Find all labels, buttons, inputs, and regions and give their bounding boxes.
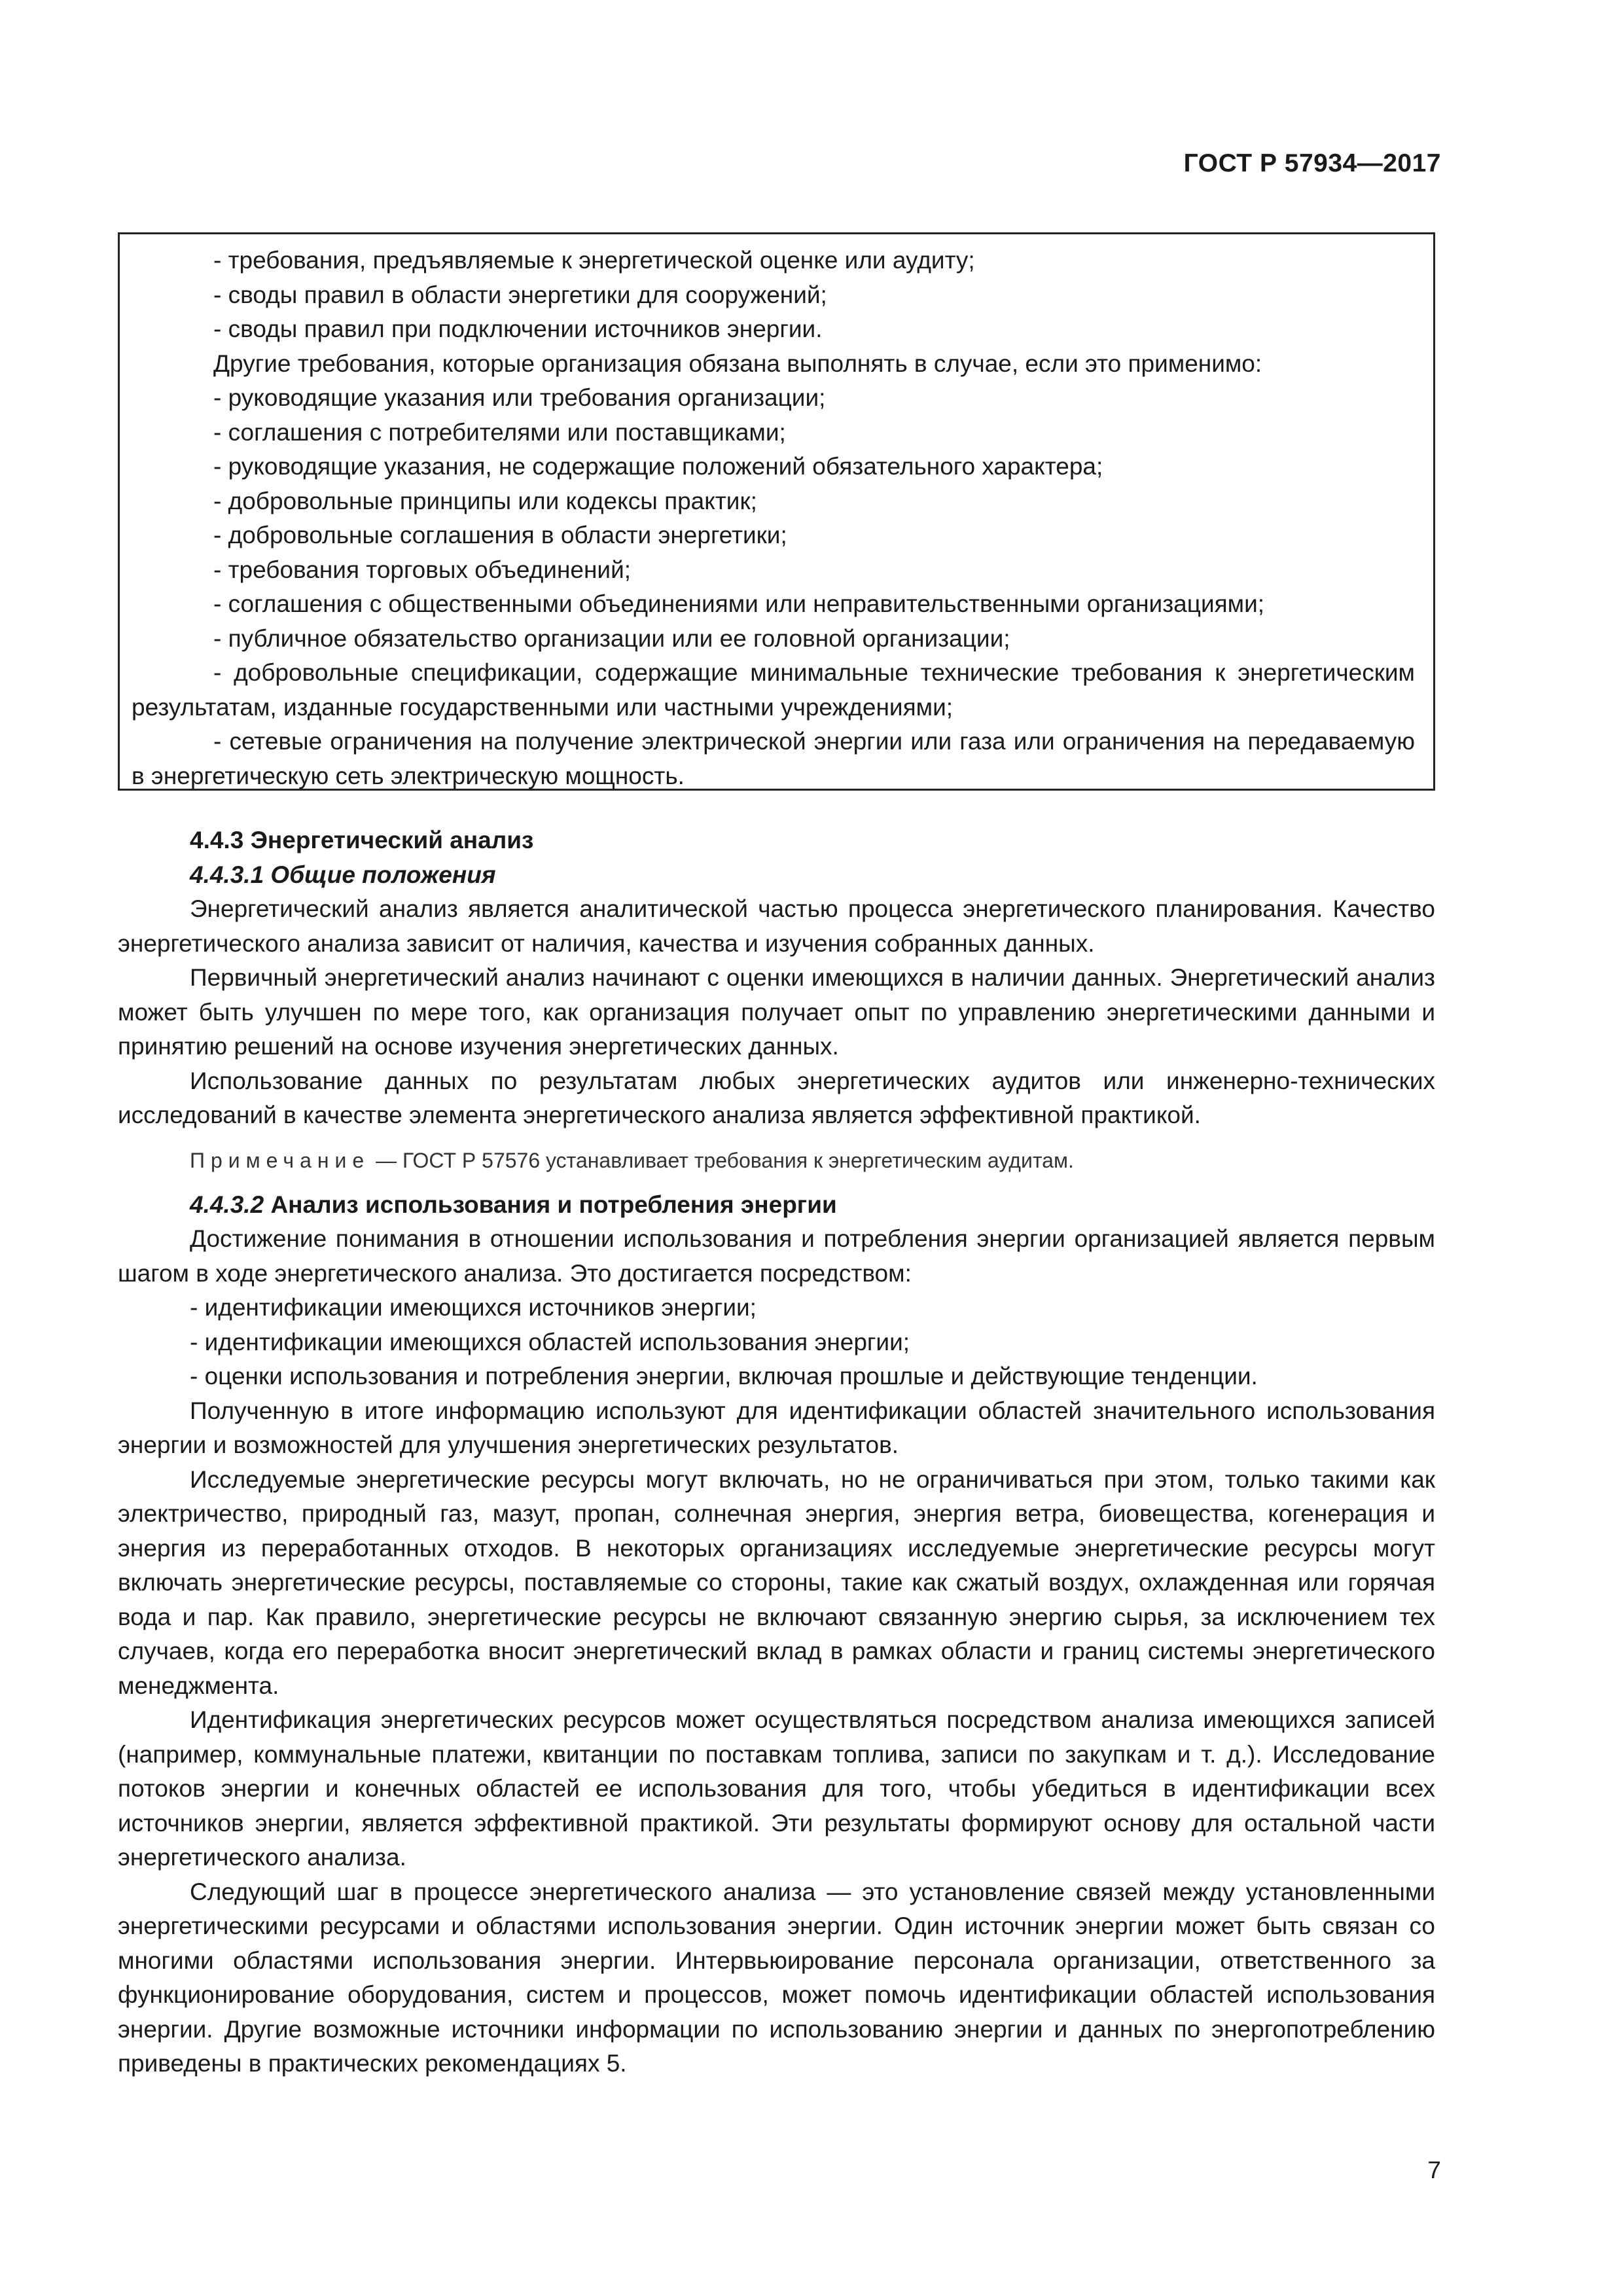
box-line: - добровольные соглашения в области энергетики; <box>213 522 787 548</box>
paragraph: Достижение понимания в отношении использования и потребления энергии организацией является первым шагом в ходе энергетического анализа. Это достигается посредством: <box>118 1225 1435 1287</box>
section-number: 4.4.3.2 <box>190 1191 264 1218</box>
box-line: - требования торговых объединений; <box>213 556 632 583</box>
box-line: - соглашения с общественными объединениями или неправительственными организациями; <box>213 590 1265 617</box>
section-heading-4432 <box>118 1188 1435 1223</box>
box-line: - своды правил в области энергетики для сооружений; <box>213 281 827 308</box>
section-heading-4431: 4.4.3.1 Общие положения <box>190 861 496 888</box>
list-item: - идентификации имеющихся областей использования энергии; <box>190 1328 910 1355</box>
main-text <box>118 823 1435 2081</box>
box-line: - требования, предъявляемые к энергетической оценке или аудиту; <box>213 247 975 274</box>
list-item: - оценки использования и потребления энергии, включая прошлые и действующие тенденции. <box>190 1363 1258 1390</box>
box-line: - добровольные принципы или кодексы практик; <box>213 487 757 514</box>
box-line: - публичное обязательство организации или ее головной организации; <box>213 624 1010 652</box>
paragraph: Полученную в итоге информацию используют для идентификации областей значительного использования энергии и возможностей для улучшения энергетических результатов. <box>118 1397 1435 1458</box>
section-heading-443: 4.4.3 Энергетический анализ <box>190 827 534 853</box>
paragraph: Следующий шаг в процессе энергетического анализа — это установление связей между установленными энергетическими ресурсами и областями использования энергии. Один источник энергии может быть связан со многими областями использования энергии. Интервьюирование персонала организации, ответственного за функционирование оборудования, систем и процессов, может помочь идентификации областей использования энергии. Другие возможные источники информации по использованию энергии и данных по энергопотреблению приведены в практических рекомендациях 5. <box>118 1878 1435 2077</box>
box-line: - соглашения с потребителями или поставщиками; <box>213 418 786 446</box>
requirements-box <box>118 232 1435 791</box>
paragraph: Исследуемые энергетические ресурсы могут включать, но не ограничиваться при этом, только такими как электричество, природный газ, мазут, пропан, солнечная энергия, энергия ветра, биовещества, когенерация и энергия из переработанных отходов. В некоторых организациях исследуемые энергетические ресурсы могут включать энергетические ресурсы, поставляемые со стороны, такие как сжатый воздух, охлажденная или горячая вода и пар. Как правило, энергетические ресурсы не включают связанную энергию сырья, за исключением тех случаев, когда его переработка вносит энергетический вклад в рамках области и границ системы энергетического менеджмента. <box>118 1465 1435 1699</box>
list-item: - идентификации имеющихся источников энергии; <box>190 1294 757 1321</box>
page-number: 7 <box>1427 2157 1441 2183</box>
note-text: — ГОСТ Р 57576 устанавливает требования к энергетическим аудитам. <box>370 1148 1074 1172</box>
standard-number: ГОСТ Р 57934—2017 <box>1183 149 1441 177</box>
paragraph: Первичный энергетический анализ начинают с оценки имеющихся в наличии данных. Энергетический анализ может быть улучшен по мере того, как организация получает опыт по управлению энергетическими данными и принятию решений на основе изучения энергетических данных. <box>118 964 1435 1060</box>
note-label: Примечание <box>190 1148 370 1172</box>
box-line: - своды правил при подключении источников энергии. <box>213 315 823 342</box>
paragraph: Энергетический анализ является аналитической частью процесса энергетического планирования. Качество энергетического анализа зависит от наличия, качества и изучения собранных данных. <box>118 895 1435 957</box>
section-title: Анализ использования и потребления энергии <box>270 1191 837 1218</box>
box-line: - руководящие указания или требования организации; <box>213 384 826 411</box>
note <box>118 1145 1435 1176</box>
paragraph: Идентификация энергетических ресурсов может осуществляться посредством анализа имеющихся записей (например, коммунальные платежи, квитанции по поставкам топлива, записи по закупкам и т. д.). Исследование потоков энергии и конечных областей ее использования для того, чтобы убедиться в идентификации всех источников энергии, является эффективной практикой. Эти результаты формируют основу для остальной части энергетического анализа. <box>118 1706 1435 1871</box>
box-line: - руководящие указания, не содержащие положений обязательного характера; <box>213 453 1103 480</box>
box-line: - добровольные спецификации, содержащие минимальные технические требования к энергетическим результатам, изданные государственными или частными учреждениями; <box>132 659 1415 721</box>
paragraph: Использование данных по результатам любых энергетических аудитов или инженерно-технических исследований в качестве элемента энергетического анализа является эффективной практикой. <box>118 1067 1435 1128</box>
box-line: - сетевые ограничения на получение электрической энергии или газа или ограничения на передаваемую в энергетическую сеть электрическую мощность. <box>132 728 1415 789</box>
box-line: Другие требования, которые организация обязана выполнять в случае, если это применимо: <box>213 350 1262 377</box>
